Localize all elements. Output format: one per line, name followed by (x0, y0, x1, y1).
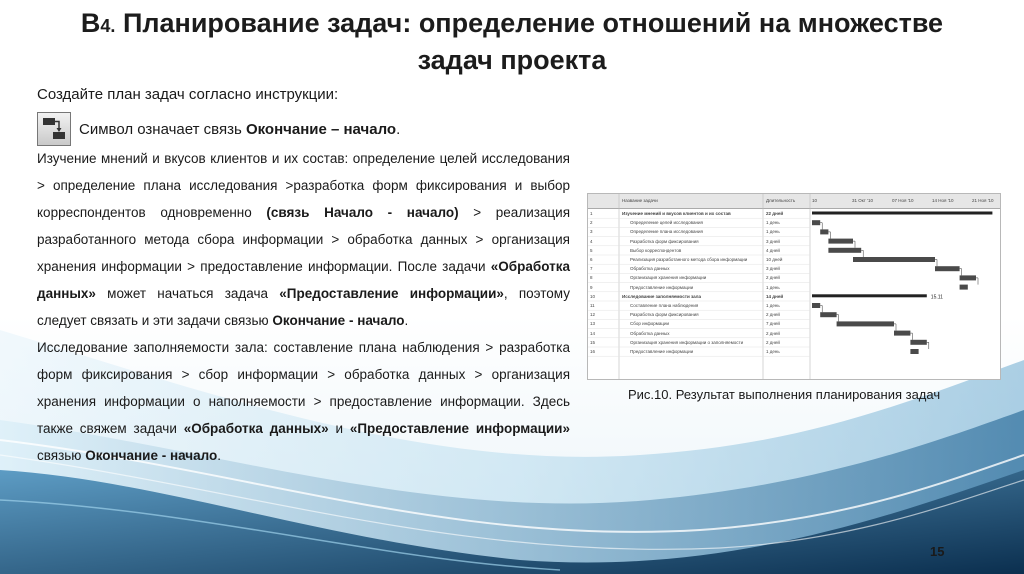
gantt-row-id: 2 (590, 220, 593, 226)
gantt-task-bar (837, 321, 894, 326)
gantt-row-duration: 3 дней (766, 266, 780, 272)
gantt-row-name: Составление плана наблюдения (630, 303, 699, 308)
gantt-row-id: 5 (590, 247, 593, 253)
gantt-row-duration: 1 день (766, 220, 780, 226)
gantt-row-duration: 10 дней (766, 257, 783, 262)
symbol-description: Символ означает связь Окончание – начало. (79, 120, 401, 138)
gantt-row-id: 7 (590, 266, 593, 272)
gantt-row-duration: 2 дней (766, 275, 780, 281)
gantt-row-duration: 1 день (766, 303, 780, 308)
gantt-task-bar (820, 229, 828, 234)
gantt-row-name: Предоставление информации (630, 349, 694, 354)
gantt-summary-label: 15.11 (930, 294, 943, 301)
slide-title (60, 6, 964, 77)
gantt-link (820, 306, 822, 313)
gantt-row-name: Разработка форм фиксирования (630, 312, 699, 318)
gantt-summary-bar (812, 294, 927, 297)
gantt-task-bar (910, 349, 918, 354)
gantt-header-name: Название задачи (622, 198, 658, 203)
gantt-link (828, 232, 830, 239)
gantt-row-id: 4 (590, 238, 593, 244)
gantt-task-bar (828, 248, 861, 253)
gantt-row-duration: 14 дней (766, 293, 784, 299)
title-text: Планирование задач: определение отношений на множестве задач проекта (115, 8, 944, 75)
link-finish-start-icon (37, 112, 71, 146)
gantt-task-bar (853, 257, 935, 262)
gantt-row-id: 12 (590, 312, 596, 318)
gantt-task-bar (960, 285, 968, 290)
gantt-task-bar (960, 275, 976, 280)
title-lead: В (80, 8, 101, 38)
gantt-task-bar (812, 303, 820, 308)
gantt-row-duration: 4 дней (766, 247, 780, 253)
symbol-row (37, 110, 400, 148)
gantt-header-date: 21 Ноя '10 (972, 198, 994, 203)
gantt-row-name: Определение целей исследования (630, 220, 703, 226)
gantt-row-name: Реализация разработанного метода сбора информации (630, 257, 748, 262)
gantt-header-date: 10 (812, 198, 818, 203)
gantt-row-id: 1 (590, 211, 593, 216)
paragraph-client-research: Изучение мнений и вкусов клиентов и их состав: определение целей исследования > определение плана исследования >разработка форм фиксирования и выбор корреспондентов одновременно (связь Начало - начало) > реализация разработанного метода сбора информации > обработка данных > организация хранения информации > предоставление информации. После задачи «Обработка данных» может начаться задача «Предоставление информации», поэтому следует связать и эти задачи связью Окончание - начало. (37, 151, 571, 328)
gantt-row-name: Разработка форм фиксирования (630, 238, 699, 244)
gantt-row-id: 14 (590, 330, 596, 336)
gantt-link (853, 241, 855, 248)
gantt-link (861, 250, 863, 257)
gantt-row-id: 10 (590, 293, 596, 299)
gantt-header-duration: Длительность (766, 198, 796, 203)
gantt-link (837, 315, 839, 322)
gantt-link (910, 333, 912, 340)
gantt-row-id: 11 (590, 303, 595, 308)
gantt-row-duration: 3 дней (766, 238, 780, 244)
gantt-row-id: 8 (590, 275, 593, 281)
gantt-row-name: Выбор корреспондентов (630, 247, 682, 253)
page-number: 15 (930, 544, 945, 559)
gantt-row-id: 13 (590, 321, 596, 327)
gantt-row-duration: 7 дней (766, 321, 780, 327)
instruction-text (37, 145, 570, 469)
gantt-task-bar (910, 340, 926, 345)
gantt-row-duration: 1 день (766, 229, 780, 235)
gantt-row-name: Предоставление информации (630, 284, 694, 290)
gantt-task-bar (828, 239, 853, 244)
gantt-row-duration: 22 дней (766, 211, 784, 216)
gantt-row-name: Обработка данных (630, 266, 670, 272)
paragraph-hall-occupancy: Исследование заполняемости зала: составление плана наблюдения > разработка форм фиксирования > сбор информации > обработка данных > организация хранения информации о наполняемости > предоставление информации. Здесь также свяжем задачи «Обработка данных» и «Предоставление информации» связью Окончание - начало. (37, 340, 570, 463)
gantt-row-duration: 2 дней (766, 339, 780, 345)
gantt-row-duration: 1 день (766, 284, 780, 290)
gantt-task-bar (894, 331, 910, 336)
gantt-row-name: Обработка данных (630, 330, 670, 336)
gantt-link (960, 269, 962, 276)
gantt-header-date: 14 Ноя '10 (932, 198, 954, 203)
gantt-link (976, 278, 978, 285)
gantt-header-date: 31 Окт '10 (852, 198, 873, 203)
gantt-row-duration: 2 дней (766, 312, 780, 318)
gantt-header-date: 07 Ноя '10 (892, 198, 914, 203)
gantt-row-name: Организация хранения информации о заполняемости (630, 339, 744, 345)
gantt-row-id: 16 (590, 349, 596, 354)
gantt-summary-bar (812, 212, 992, 215)
gantt-row-name: Исследование заполняемости зала (622, 293, 701, 299)
gantt-row-name: Сбор информации (630, 321, 669, 327)
gantt-row-id: 15 (590, 339, 596, 345)
title-number: 4. (100, 16, 116, 36)
gantt-task-bar (935, 266, 960, 271)
gantt-link (927, 342, 929, 349)
gantt-row-name: Определение плана исследования (630, 229, 703, 235)
gantt-task-bar (812, 220, 820, 225)
gantt-link (935, 260, 937, 267)
gantt-link (820, 223, 822, 230)
gantt-row-name: Изучение мнений и вкусов клиентов и их состав (622, 211, 731, 216)
gantt-task-bar (820, 312, 836, 317)
gantt-row-id: 6 (590, 257, 593, 262)
gantt-chart-screenshot (587, 193, 1001, 380)
gantt-row-duration: 2 дней (766, 330, 780, 336)
intro-text: Создайте план задач согласно инструкции: (37, 86, 339, 103)
gantt-row-id: 9 (590, 284, 593, 290)
gantt-row-name: Организация хранения информации (630, 275, 707, 281)
gantt-row-id: 3 (590, 229, 593, 235)
figure-caption: Рис.10. Результат выполнения планирования задач (628, 387, 941, 402)
gantt-row-duration: 1 день (766, 349, 780, 354)
gantt-link (894, 324, 896, 331)
